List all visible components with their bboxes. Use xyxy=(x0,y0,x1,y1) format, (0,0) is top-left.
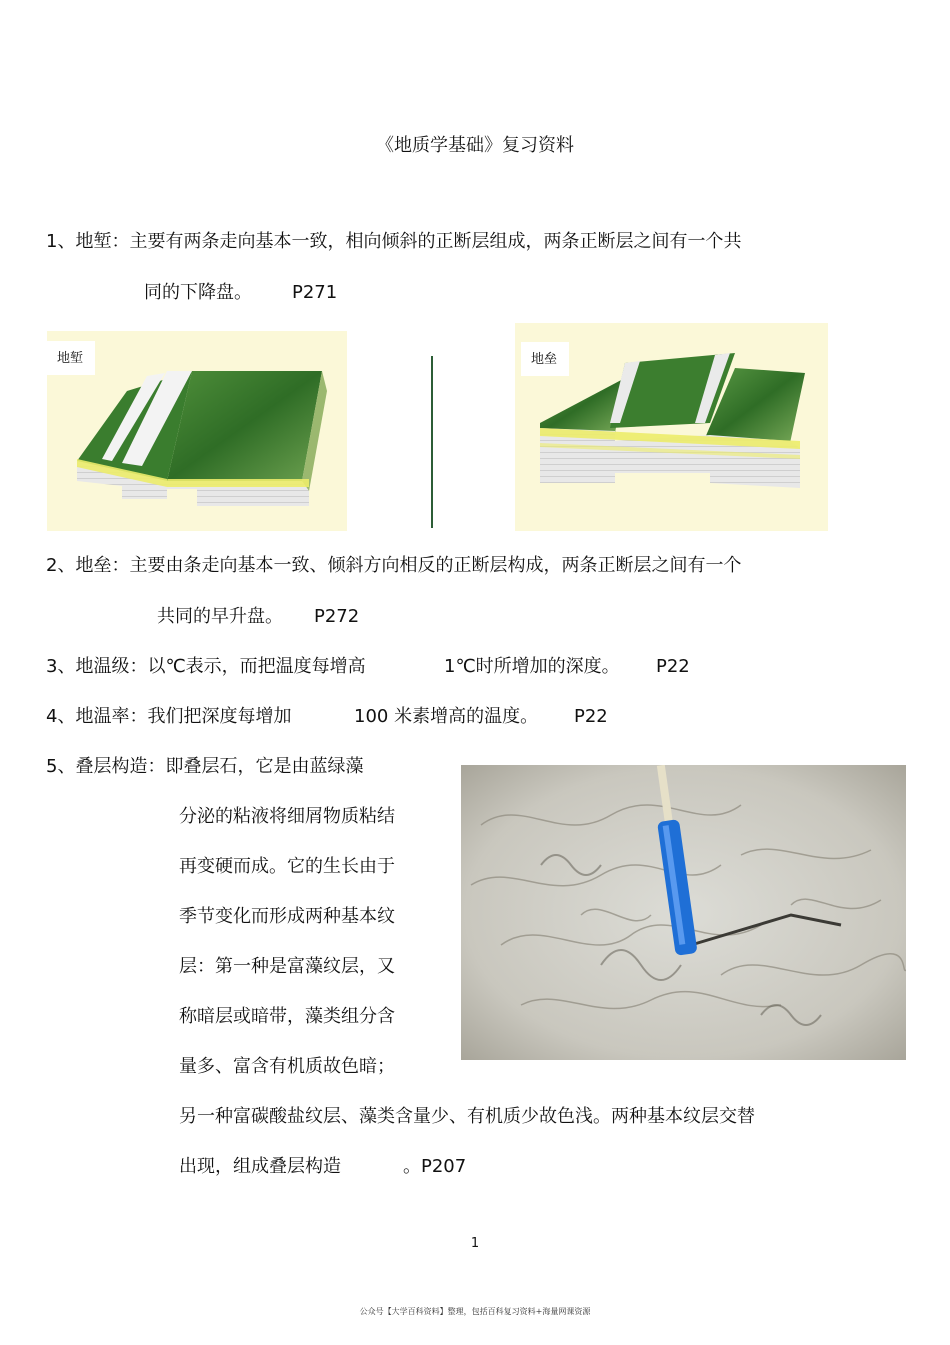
item5-ref: 。P207 xyxy=(403,1156,467,1177)
item1-line2: 同的下降盘。 xyxy=(144,282,252,303)
item4-part2: 100 米素增高的温度。 xyxy=(354,706,539,727)
item3-part2: 1℃时所增加的深度。 xyxy=(444,656,620,677)
item5-line2: 分泌的粘液将细屑物质粘结 xyxy=(179,806,395,827)
stromatolite-photo xyxy=(461,765,906,1060)
item5-line6: 称暗层或暗带，藻类组分含 xyxy=(179,1006,395,1027)
item5-line4: 季节变化而形成两种基本纹 xyxy=(179,906,395,927)
divider-line xyxy=(431,356,433,528)
item1-ref: P271 xyxy=(292,282,338,303)
item2-line1: 2、地垒：主要由条走向基本一致、倾斜方向相反的正断层构成，两条正断层之间有一个 xyxy=(46,555,742,576)
item2-ref: P272 xyxy=(314,606,360,627)
graben-label: 地堑 xyxy=(47,341,95,375)
item5-line1: 5、叠层构造：即叠层石，它是由蓝绿藻 xyxy=(46,756,364,777)
footer-note: 公众号【大学百科资料】整理，包括百科复习资料+海量网课资源 xyxy=(359,1307,591,1316)
item5-line7: 量多、富含有机质故色暗； xyxy=(179,1056,395,1077)
item5-line9: 出现，组成叠层构造 xyxy=(179,1156,341,1177)
item5-line8: 另一种富碳酸盐纹层、藻类含量少、有机质少故色浅。两种基本纹层交替 xyxy=(179,1106,755,1127)
page-title: 《地质学基础》复习资料 xyxy=(376,135,574,156)
page-number: 1 xyxy=(470,1236,480,1251)
item5-line5: 层：第一种是富藻纹层，又 xyxy=(179,956,395,977)
item2-line2: 共同的早升盘。 xyxy=(157,606,283,627)
item4-part1: 4、地温率：我们把深度每增加 xyxy=(46,706,292,727)
horst-label: 地垒 xyxy=(521,342,569,376)
item3-part1: 3、地温级：以℃表示，而把温度每增高 xyxy=(46,656,366,677)
item5-line3: 再变硬而成。它的生长由于 xyxy=(179,856,395,877)
item3-ref: P22 xyxy=(656,656,690,677)
item1-line1: 1、地堑：主要有两条走向基本一致，相向倾斜的正断层组成，两条正断层之间有一个共 xyxy=(46,231,742,252)
item4-ref: P22 xyxy=(574,706,608,727)
horst-figure xyxy=(515,323,828,531)
graben-figure xyxy=(47,331,347,531)
